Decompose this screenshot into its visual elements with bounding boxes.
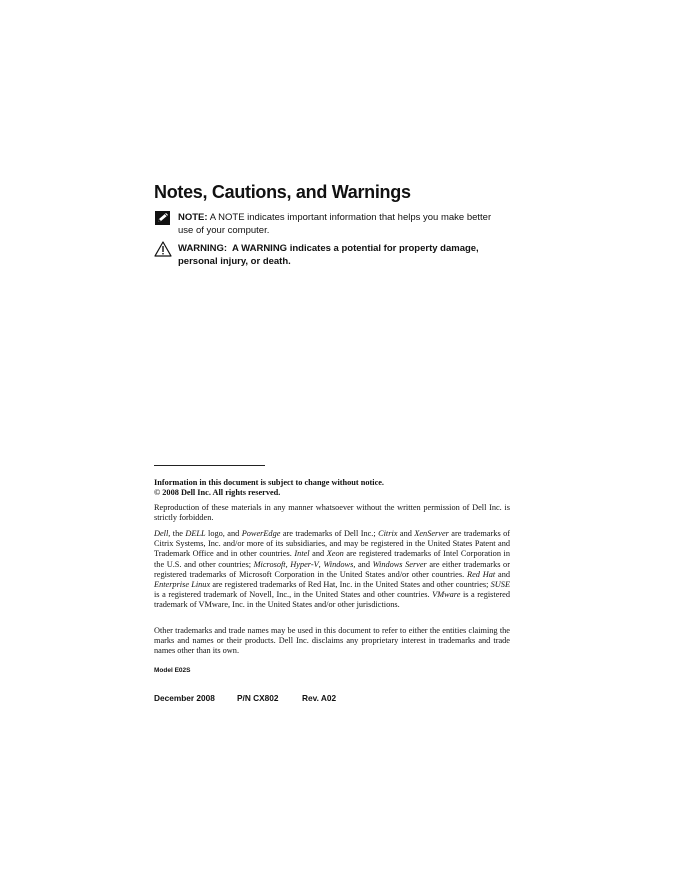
trademark-name: VMware [432, 590, 461, 600]
trademark-name: Red Hat [467, 569, 496, 579]
warning-body: A WARNING indicates a potential for property damage, personal injury, or death. [178, 243, 479, 267]
trademark-text: , and [353, 559, 373, 569]
trademark-name: Dell [154, 529, 169, 538]
trademark-name: Citrix [378, 529, 398, 538]
info-notice [154, 478, 510, 498]
revision: Rev. A02 [302, 693, 337, 703]
trademark-text: are registered trademarks of Intel Corporation in the U.S. and other countries; [154, 549, 510, 569]
warning-label: WARNING: [178, 243, 228, 254]
page-title: Notes, Cautions, and Warnings [154, 182, 411, 202]
info-line: Information in this document is subject to change without notice. [154, 478, 385, 487]
trademark-name: Hyper-V [290, 559, 319, 569]
trademark-name: Windows Server [372, 559, 427, 569]
trademark-name: DELL [185, 529, 206, 538]
footnote-rule [154, 465, 265, 466]
trademark-text: are either trademarks or registered trademarks of Microsoft Corporation in the United States and/or other countries. [154, 559, 510, 579]
trademarks-paragraph [154, 529, 510, 611]
trademark-text: , [318, 559, 324, 569]
trademark-text: are trademarks of Dell Inc.; [280, 529, 379, 538]
copyright-line: © 2008 Dell Inc. All rights reserved. [154, 488, 281, 498]
note-pencil-icon [154, 210, 172, 226]
trademark-name: Microsoft [253, 559, 286, 569]
trademark-text: and [309, 549, 327, 559]
trademark-text: are registered trademarks of Red Hat, Inc. in the United States and other countries; [210, 580, 491, 590]
trademark-name: Enterprise Linux [154, 580, 211, 590]
trademark-name: XenServer [414, 529, 449, 538]
trademark-text: is a registered trademark of VMware, Inc. in the United States and/or other jurisdictions. [154, 590, 510, 610]
note-label: NOTE: [178, 212, 208, 223]
trademark-text: are trademarks of Citrix Systems, Inc. and/or more of its subsidiaries, and may be registered in the United States Patent and Trademark Office and in other countries. [154, 529, 511, 559]
model-label: Model E02S [154, 667, 191, 674]
trademark-text: , the [168, 529, 186, 538]
trademark-name: Xeon [326, 549, 344, 559]
part-number: P/N CX802 [237, 693, 279, 703]
warning-text [178, 242, 508, 268]
trademark-name: Intel [294, 549, 310, 559]
note-body: A NOTE indicates important information that helps you make better use of your computer. [178, 212, 492, 236]
trademark-text: is a registered trademark of Novell, Inc., in the United States and other countries. [154, 590, 433, 600]
trademark-text: and [397, 529, 415, 538]
trademark-name: PowerEdge [241, 529, 281, 538]
trademark-text: and [495, 569, 510, 579]
release-date: December 2008 [154, 693, 215, 703]
other-trademarks-paragraph: Other trademarks and trade names may be used in this document to refer to either the entities claiming the marks and names or their products. Dell Inc. disclaims any proprietary interest in trademarks and trade names other than its own. [154, 626, 510, 656]
note-text [178, 211, 508, 237]
trademark-name: Windows [323, 559, 354, 569]
trademark-text: , [285, 559, 291, 569]
warning-triangle-icon [154, 241, 172, 257]
reproduction-paragraph: Reproduction of these materials in any manner whatsoever without the written permission of Dell Inc. is strictly forbidden. [154, 503, 510, 523]
trademark-name: SUSE [490, 580, 511, 590]
trademark-text: logo, and [205, 529, 242, 538]
